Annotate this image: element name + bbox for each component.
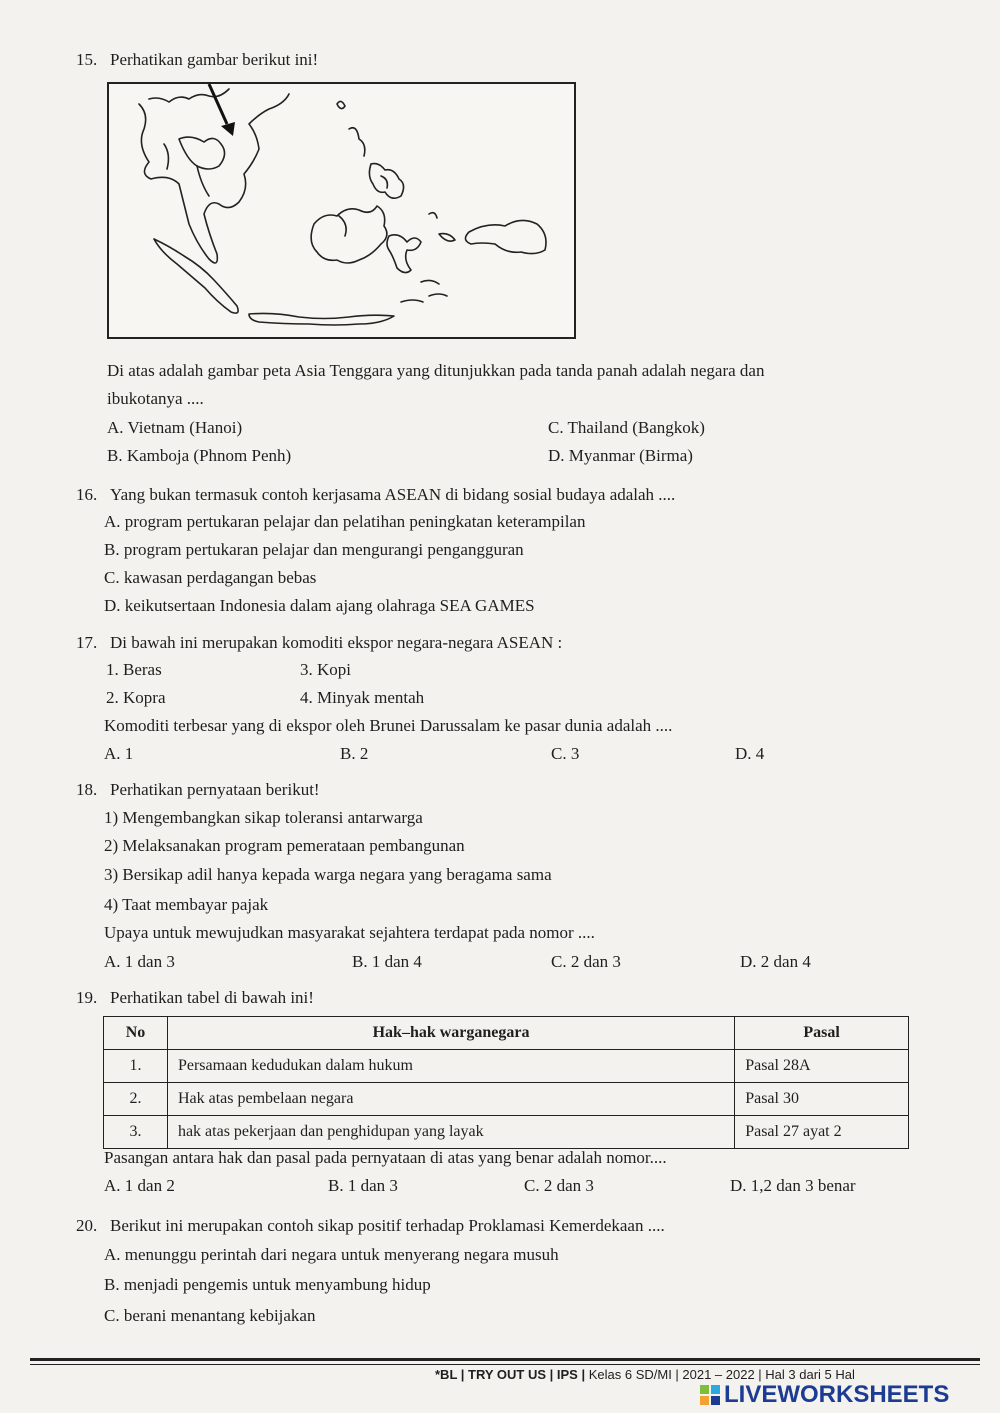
footer-divider-thin (30, 1364, 980, 1365)
map-drawing (109, 84, 574, 337)
row-hak: hak atas pekerjaan dan penghidupan yang layak (167, 1116, 734, 1149)
page-footer (435, 1367, 855, 1382)
q20-number: 20. (76, 1216, 98, 1235)
q17-text: Di bawah ini merupakan komoditi ekspor negara-negara ASEAN : (110, 633, 563, 652)
q17-question: Komoditi terbesar yang di ekspor oleh Brunei Darussalam ke pasar dunia adalah .... (104, 716, 673, 735)
row-pasal: Pasal 28A (735, 1050, 909, 1083)
q15-text: Perhatikan gambar berikut ini! (110, 50, 319, 69)
q18-statement-4: 4) Taat membayar pajak (104, 895, 269, 914)
q18-statement-3: 3) Bersikap adil hanya kepada warga negara yang beragama sama (104, 865, 552, 884)
q19-option-d[interactable]: D. 1,2 dan 3 benar (730, 1176, 856, 1195)
q20-header (76, 1216, 665, 1236)
q16-option-a[interactable]: A. program pertukaran pelajar dan pelatihan peningkatan keterampilan (104, 512, 586, 531)
southeast-asia-map (107, 82, 576, 339)
q18-option-c[interactable]: C. 2 dan 3 (551, 952, 621, 971)
rights-table (103, 1016, 909, 1149)
liveworksheets-logo-icon (700, 1385, 720, 1405)
q17-option-a[interactable]: A. 1 (104, 744, 134, 763)
footer-bold: *BL | TRY OUT US | IPS | (435, 1367, 586, 1382)
q19-option-c[interactable]: C. 2 dan 3 (524, 1176, 594, 1195)
q16-text: Yang bukan termasuk contoh kerjasama ASEAN di bidang sosial budaya adalah .... (110, 485, 676, 504)
q15-header (76, 50, 318, 70)
table-row (104, 1116, 909, 1149)
q15-number: 15. (76, 50, 98, 69)
row-no: 3. (104, 1116, 168, 1149)
row-hak: Persamaan kedudukan dalam hukum (167, 1050, 734, 1083)
q16-number: 16. (76, 485, 98, 504)
row-hak: Hak atas pembelaan negara (167, 1083, 734, 1116)
q15-desc-line1: Di atas adalah gambar peta Asia Tenggara yang ditunjukkan pada tanda panah adalah negara dan (107, 361, 765, 380)
q17-item-1: 1. Beras (106, 660, 162, 679)
table-row (104, 1083, 909, 1116)
q17-option-c[interactable]: C. 3 (551, 744, 580, 763)
q19-text: Perhatikan tabel di bawah ini! (110, 988, 314, 1007)
q18-option-a[interactable]: A. 1 dan 3 (104, 952, 175, 971)
map-arrow (209, 84, 235, 136)
q16-option-b[interactable]: B. program pertukaran pelajar dan mengurangi pengangguran (104, 540, 524, 559)
header-hak: Hak–hak warganegara (167, 1017, 734, 1050)
q17-header (76, 633, 562, 653)
q19-header (76, 988, 314, 1008)
header-pasal: Pasal (735, 1017, 909, 1050)
q18-statement-1: 1) Mengembangkan sikap toleransi antarwarga (104, 808, 423, 827)
q20-option-a[interactable]: A. menunggu perintah dari negara untuk menyerang negara musuh (104, 1245, 559, 1264)
q15-option-c[interactable]: C. Thailand (Bangkok) (548, 418, 705, 437)
q15-desc-line2: ibukotanya .... (107, 389, 204, 408)
q15-option-d[interactable]: D. Myanmar (Birma) (548, 446, 693, 465)
q17-item-3: 3. Kopi (300, 660, 351, 679)
q16-option-c[interactable]: C. kawasan perdagangan bebas (104, 568, 317, 587)
q17-item-2: 2. Kopra (106, 688, 166, 707)
q18-header (76, 780, 320, 800)
q20-text: Berikut ini merupakan contoh sikap positif terhadap Proklamasi Kemerdekaan .... (110, 1216, 665, 1235)
q15-option-a[interactable]: A. Vietnam (Hanoi) (107, 418, 243, 437)
q18-question: Upaya untuk mewujudkan masyarakat sejahtera terdapat pada nomor .... (104, 923, 595, 942)
footer-rest: Kelas 6 SD/MI | 2021 – 2022 | Hal 3 dari 5 Hal (588, 1367, 855, 1382)
q18-option-b[interactable]: B. 1 dan 4 (352, 952, 422, 971)
q17-number: 17. (76, 633, 98, 652)
row-pasal: Pasal 27 ayat 2 (735, 1116, 909, 1149)
liveworksheets-watermark (700, 1381, 949, 1409)
q19-option-b[interactable]: B. 1 dan 3 (328, 1176, 398, 1195)
footer-divider (30, 1358, 980, 1361)
q16-option-d[interactable]: D. keikutsertaan Indonesia dalam ajang olahraga SEA GAMES (104, 596, 535, 615)
table-row (104, 1050, 909, 1083)
row-no: 1. (104, 1050, 168, 1083)
watermark-text: LIVEWORKSHEETS (724, 1381, 950, 1408)
q17-option-d[interactable]: D. 4 (735, 744, 765, 763)
q15-option-b[interactable]: B. Kamboja (Phnom Penh) (107, 446, 292, 465)
q19-question: Pasangan antara hak dan pasal pada pernyataan di atas yang benar adalah nomor.... (104, 1148, 667, 1167)
header-no: No (104, 1017, 168, 1050)
q17-option-b[interactable]: B. 2 (340, 744, 369, 763)
q18-text: Perhatikan pernyataan berikut! (110, 780, 320, 799)
q18-statement-2: 2) Melaksanakan program pemerataan pembangunan (104, 836, 465, 855)
table-header-row (104, 1017, 909, 1050)
row-pasal: Pasal 30 (735, 1083, 909, 1116)
q17-item-4: 4. Minyak mentah (300, 688, 425, 707)
q18-option-d[interactable]: D. 2 dan 4 (740, 952, 811, 971)
q20-option-c[interactable]: C. berani menantang kebijakan (104, 1306, 316, 1325)
q19-number: 19. (76, 988, 98, 1007)
q18-number: 18. (76, 780, 98, 799)
q20-option-b[interactable]: B. menjadi pengemis untuk menyambung hidup (104, 1275, 431, 1294)
q19-option-a[interactable]: A. 1 dan 2 (104, 1176, 175, 1195)
row-no: 2. (104, 1083, 168, 1116)
q16-header (76, 485, 675, 505)
